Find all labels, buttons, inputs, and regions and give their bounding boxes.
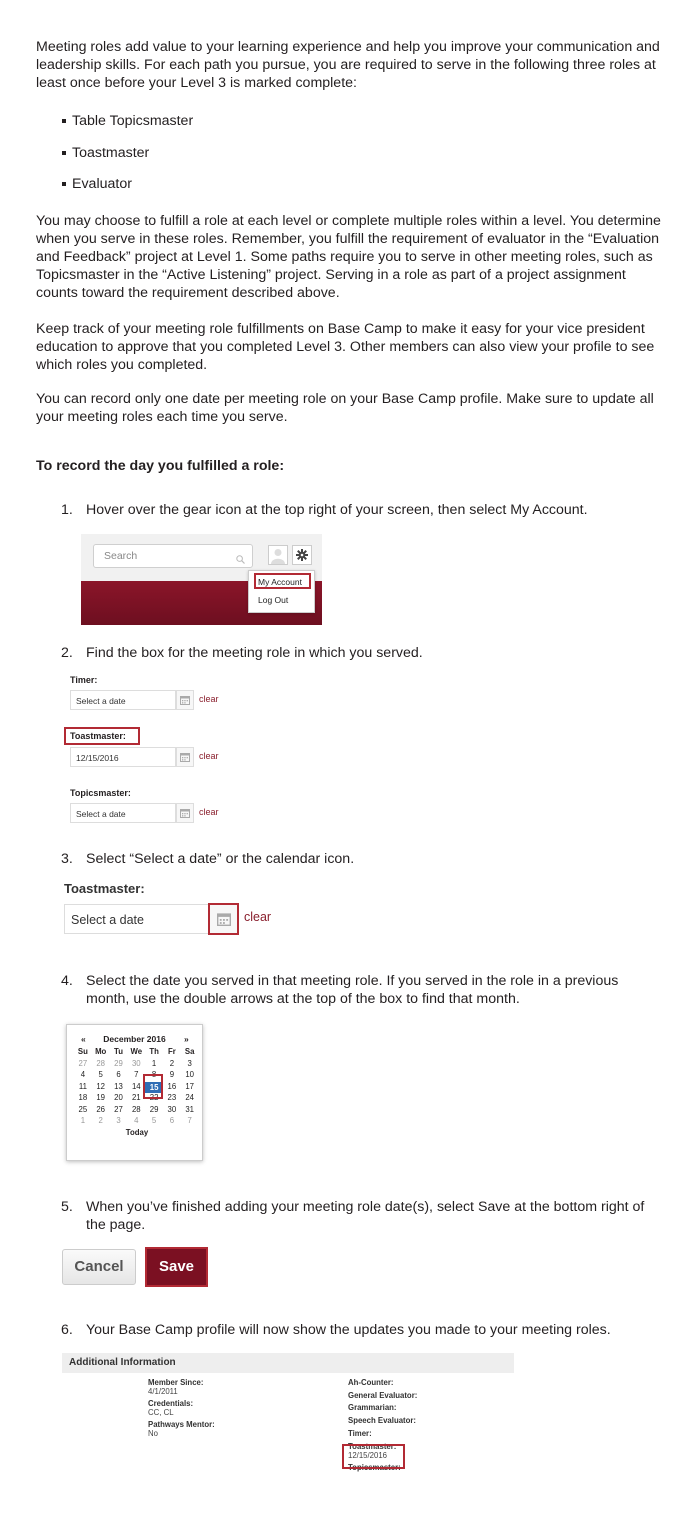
cancel-button[interactable] — [62, 1249, 136, 1285]
step-text: Hover over the gear icon at the top right of your screen, then select My Account. — [86, 502, 588, 518]
calendar-day[interactable]: 22 — [149, 1093, 159, 1102]
calendar-day[interactable]: 15 — [145, 1082, 163, 1093]
calendar-day[interactable]: 10 — [185, 1070, 195, 1079]
avatar[interactable] — [268, 545, 288, 565]
screenshot-select-date — [64, 880, 284, 936]
calendar-day[interactable]: 16 — [167, 1081, 177, 1091]
calendar-icon[interactable] — [208, 903, 239, 935]
profile-field-label: Pathways Mentor: — [148, 1420, 215, 1429]
field-label: Toastmaster: — [64, 881, 145, 896]
calendar-day[interactable]: 11 — [78, 1081, 87, 1091]
weekday-label: Fr — [167, 1047, 176, 1056]
toastmaster-highlight — [342, 1441, 405, 1469]
calendar-day[interactable]: 6 — [169, 1116, 175, 1125]
calendar-icon[interactable] — [176, 803, 194, 823]
field-label: Timer: — [70, 675, 98, 685]
date-input-toastmaster[interactable] — [70, 747, 176, 767]
calendar-day[interactable]: 6 — [116, 1070, 121, 1079]
section-title: Additional Information — [69, 1357, 176, 1368]
profile-field-label: Grammarian: — [348, 1403, 397, 1413]
menu-item-log-out[interactable] — [258, 595, 288, 605]
calendar-day[interactable]: 13 — [114, 1081, 123, 1091]
date-value: 12/15/2016 — [76, 753, 119, 763]
search-placeholder: Search — [104, 550, 138, 562]
profile-field-label: General Evaluator: — [348, 1390, 418, 1400]
profile-field-value: 12/15/2016 — [348, 1450, 388, 1460]
calendar-day[interactable]: 2 — [169, 1058, 175, 1068]
calendar-day[interactable]: 19 — [96, 1093, 106, 1102]
clear-link[interactable]: clear — [199, 694, 219, 704]
calendar-day[interactable]: 27 — [114, 1104, 123, 1114]
profile-field-label: Speech Evaluator: — [348, 1416, 417, 1426]
section-header — [62, 1353, 514, 1373]
calendar-day[interactable]: 2 — [98, 1116, 103, 1125]
clear-link[interactable]: clear — [244, 910, 272, 924]
prev-month-button[interactable]: « — [81, 1034, 86, 1044]
list-item: Toastmaster — [36, 144, 664, 176]
calendar-day[interactable]: 1 — [80, 1116, 86, 1125]
profile-field-label: Ah-Counter: — [348, 1378, 394, 1387]
required-roles-list — [36, 112, 664, 207]
intro-paragraph-3: Keep track of your meeting role fulfillments on Base Camp to make it easy for your vice president education to approve that you completed Level 3. Other members can also view your profile to see which roles you completed. — [36, 321, 655, 373]
month-title[interactable]: December 2016 — [103, 1034, 166, 1044]
calendar-day[interactable]: 28 — [96, 1058, 106, 1068]
calendar-icon[interactable] — [176, 747, 194, 767]
step-text: Select “Select a date” or the calendar icon. — [86, 851, 355, 867]
profile-field-label: Member Since: — [148, 1378, 204, 1387]
gear-icon[interactable] — [292, 545, 312, 565]
step-number: 6. — [61, 1322, 73, 1338]
list-item: Table Topicsmaster — [36, 112, 664, 144]
save-button[interactable] — [145, 1247, 208, 1287]
weekday-label: Mo — [95, 1047, 107, 1056]
step-text: When you’ve finished adding your meeting role date(s), select Save at the bottom right of the page. — [86, 1199, 645, 1233]
weekday-label: Sa — [184, 1047, 195, 1056]
date-value: Select a date — [71, 913, 144, 927]
list-item: Evaluator — [36, 175, 664, 207]
profile-field-value: 4/1/2011 — [148, 1387, 178, 1396]
today-button[interactable]: Today — [125, 1127, 149, 1137]
field-label: Toastmaster: — [70, 731, 126, 741]
step-number: 4. — [61, 973, 73, 989]
date-input-toastmaster[interactable] — [64, 904, 210, 934]
step-number: 3. — [61, 851, 73, 867]
calendar-day[interactable]: 18 — [78, 1093, 88, 1102]
date-input-timer[interactable] — [70, 690, 176, 710]
calendar-icon[interactable] — [176, 690, 194, 710]
calendar-header — [67, 1034, 202, 1046]
calendar-day[interactable]: 7 — [187, 1116, 192, 1125]
profile-field-value: CC, CL — [148, 1408, 174, 1417]
calendar-day[interactable]: 21 — [131, 1093, 141, 1102]
calendar-day[interactable]: 8 — [151, 1070, 157, 1079]
profile-field-label: Topicsmaster: — [348, 1463, 401, 1473]
calendar-day[interactable]: 30 — [167, 1104, 177, 1114]
calendar-day[interactable]: 3 — [116, 1116, 121, 1125]
menu-item-my-account[interactable] — [254, 573, 311, 589]
calendar-day[interactable]: 9 — [169, 1070, 175, 1079]
button-label: Cancel — [74, 1258, 124, 1275]
screenshot-buttons — [62, 1247, 208, 1287]
calendar-grid — [74, 1047, 200, 1155]
menu-item-label: Log Out — [258, 595, 289, 605]
calendar-day[interactable]: 14 — [131, 1081, 141, 1091]
button-label: Save — [158, 1258, 195, 1275]
clear-link[interactable]: clear — [199, 751, 219, 761]
screenshot-account-menu — [81, 534, 322, 625]
next-month-button[interactable]: » — [184, 1034, 189, 1044]
calendar-day[interactable]: 29 — [114, 1058, 123, 1068]
calendar-day[interactable]: 20 — [114, 1093, 123, 1102]
selected-date-highlight — [143, 1074, 163, 1099]
calendar-day[interactable]: 5 — [151, 1116, 157, 1125]
calendar-day[interactable]: 26 — [96, 1104, 106, 1114]
step-number: 1. — [61, 502, 73, 518]
date-value: Select a date — [76, 696, 126, 706]
search-input[interactable] — [93, 544, 253, 568]
intro-paragraph-4: You can record only one date per meeting role on your Base Camp profile. Make sure to update all your meeting roles each time you serve. — [36, 391, 654, 425]
intro-paragraph-2: You may choose to fulfill a role at each level or complete multiple roles within a level. You determine when you serve in these roles. Remember, you fulfill the requirement of evaluator in the “Evaluation and Feedback” project at Level 1. Some paths require you to serve in other meeting roles, such as Topicsmaster in the “Active Listening” project. Serving in a role as part of a project assignment counts toward the requirement described above. — [36, 213, 661, 301]
calendar-day[interactable]: 30 — [131, 1058, 141, 1068]
screenshot-profile — [62, 1353, 514, 1473]
calendar-day[interactable]: 23 — [167, 1093, 177, 1102]
calendar-day[interactable]: 3 — [187, 1058, 192, 1068]
profile-field-label: Toastmaster: — [348, 1441, 397, 1451]
weekday-label: Th — [149, 1047, 159, 1056]
search-icon[interactable] — [236, 551, 244, 559]
intro-paragraph-1: Meeting roles add value to your learning experience and help you improve your communication and leadership skills. For each path you pursue, you are required to serve in the following three roles at least once before your Level 3 is marked complete: — [36, 39, 660, 91]
step-text: Select the date you served in that meeting role. If you served in the role in a previous month, use the double arrows at the top of the box to find that month. — [86, 973, 619, 1007]
calendar-day[interactable]: 24 — [185, 1093, 195, 1102]
profile-field-label: Credentials: — [148, 1399, 194, 1408]
calendar-day[interactable]: 12 — [96, 1081, 106, 1091]
calendar-day[interactable]: 4 — [134, 1116, 139, 1125]
weekday-label: We — [130, 1047, 143, 1056]
menu-item-label: My Account — [258, 577, 302, 587]
calendar-day[interactable]: 1 — [151, 1058, 157, 1068]
calendar-day[interactable]: 5 — [98, 1070, 103, 1079]
date-input-topicsmaster[interactable] — [70, 803, 176, 823]
calendar-day[interactable]: 27 — [78, 1058, 88, 1068]
calendar-day[interactable]: 7 — [134, 1070, 139, 1079]
clear-link[interactable]: clear — [199, 807, 219, 817]
account-dropdown — [248, 570, 315, 613]
calendar-day[interactable]: 4 — [80, 1070, 86, 1079]
calendar-day[interactable]: 28 — [131, 1104, 141, 1114]
calendar-day[interactable]: 31 — [185, 1104, 195, 1114]
profile-field-value: No — [148, 1429, 158, 1438]
step-text: Your Base Camp profile will now show the updates you made to your meeting roles. — [86, 1322, 611, 1338]
toastmaster-label-highlight — [64, 727, 140, 745]
step-number: 2. — [61, 645, 73, 661]
step-number: 5. — [61, 1199, 73, 1215]
step-text: Find the box for the meeting role in which you served. — [86, 645, 423, 661]
weekday-label: Tu — [114, 1047, 123, 1056]
calendar-day[interactable]: 17 — [185, 1081, 195, 1091]
screenshot-role-fields — [64, 672, 264, 832]
calendar-day[interactable]: 29 — [149, 1104, 159, 1114]
screenshot-calendar — [66, 1024, 203, 1161]
section-heading: To record the day you fulfilled a role: — [36, 458, 285, 474]
date-value: Select a date — [76, 809, 126, 819]
weekday-label: Su — [77, 1047, 88, 1056]
field-label: Topicsmaster: — [70, 788, 131, 798]
calendar-day[interactable]: 25 — [78, 1104, 88, 1114]
profile-field-label: Timer: — [348, 1428, 372, 1438]
